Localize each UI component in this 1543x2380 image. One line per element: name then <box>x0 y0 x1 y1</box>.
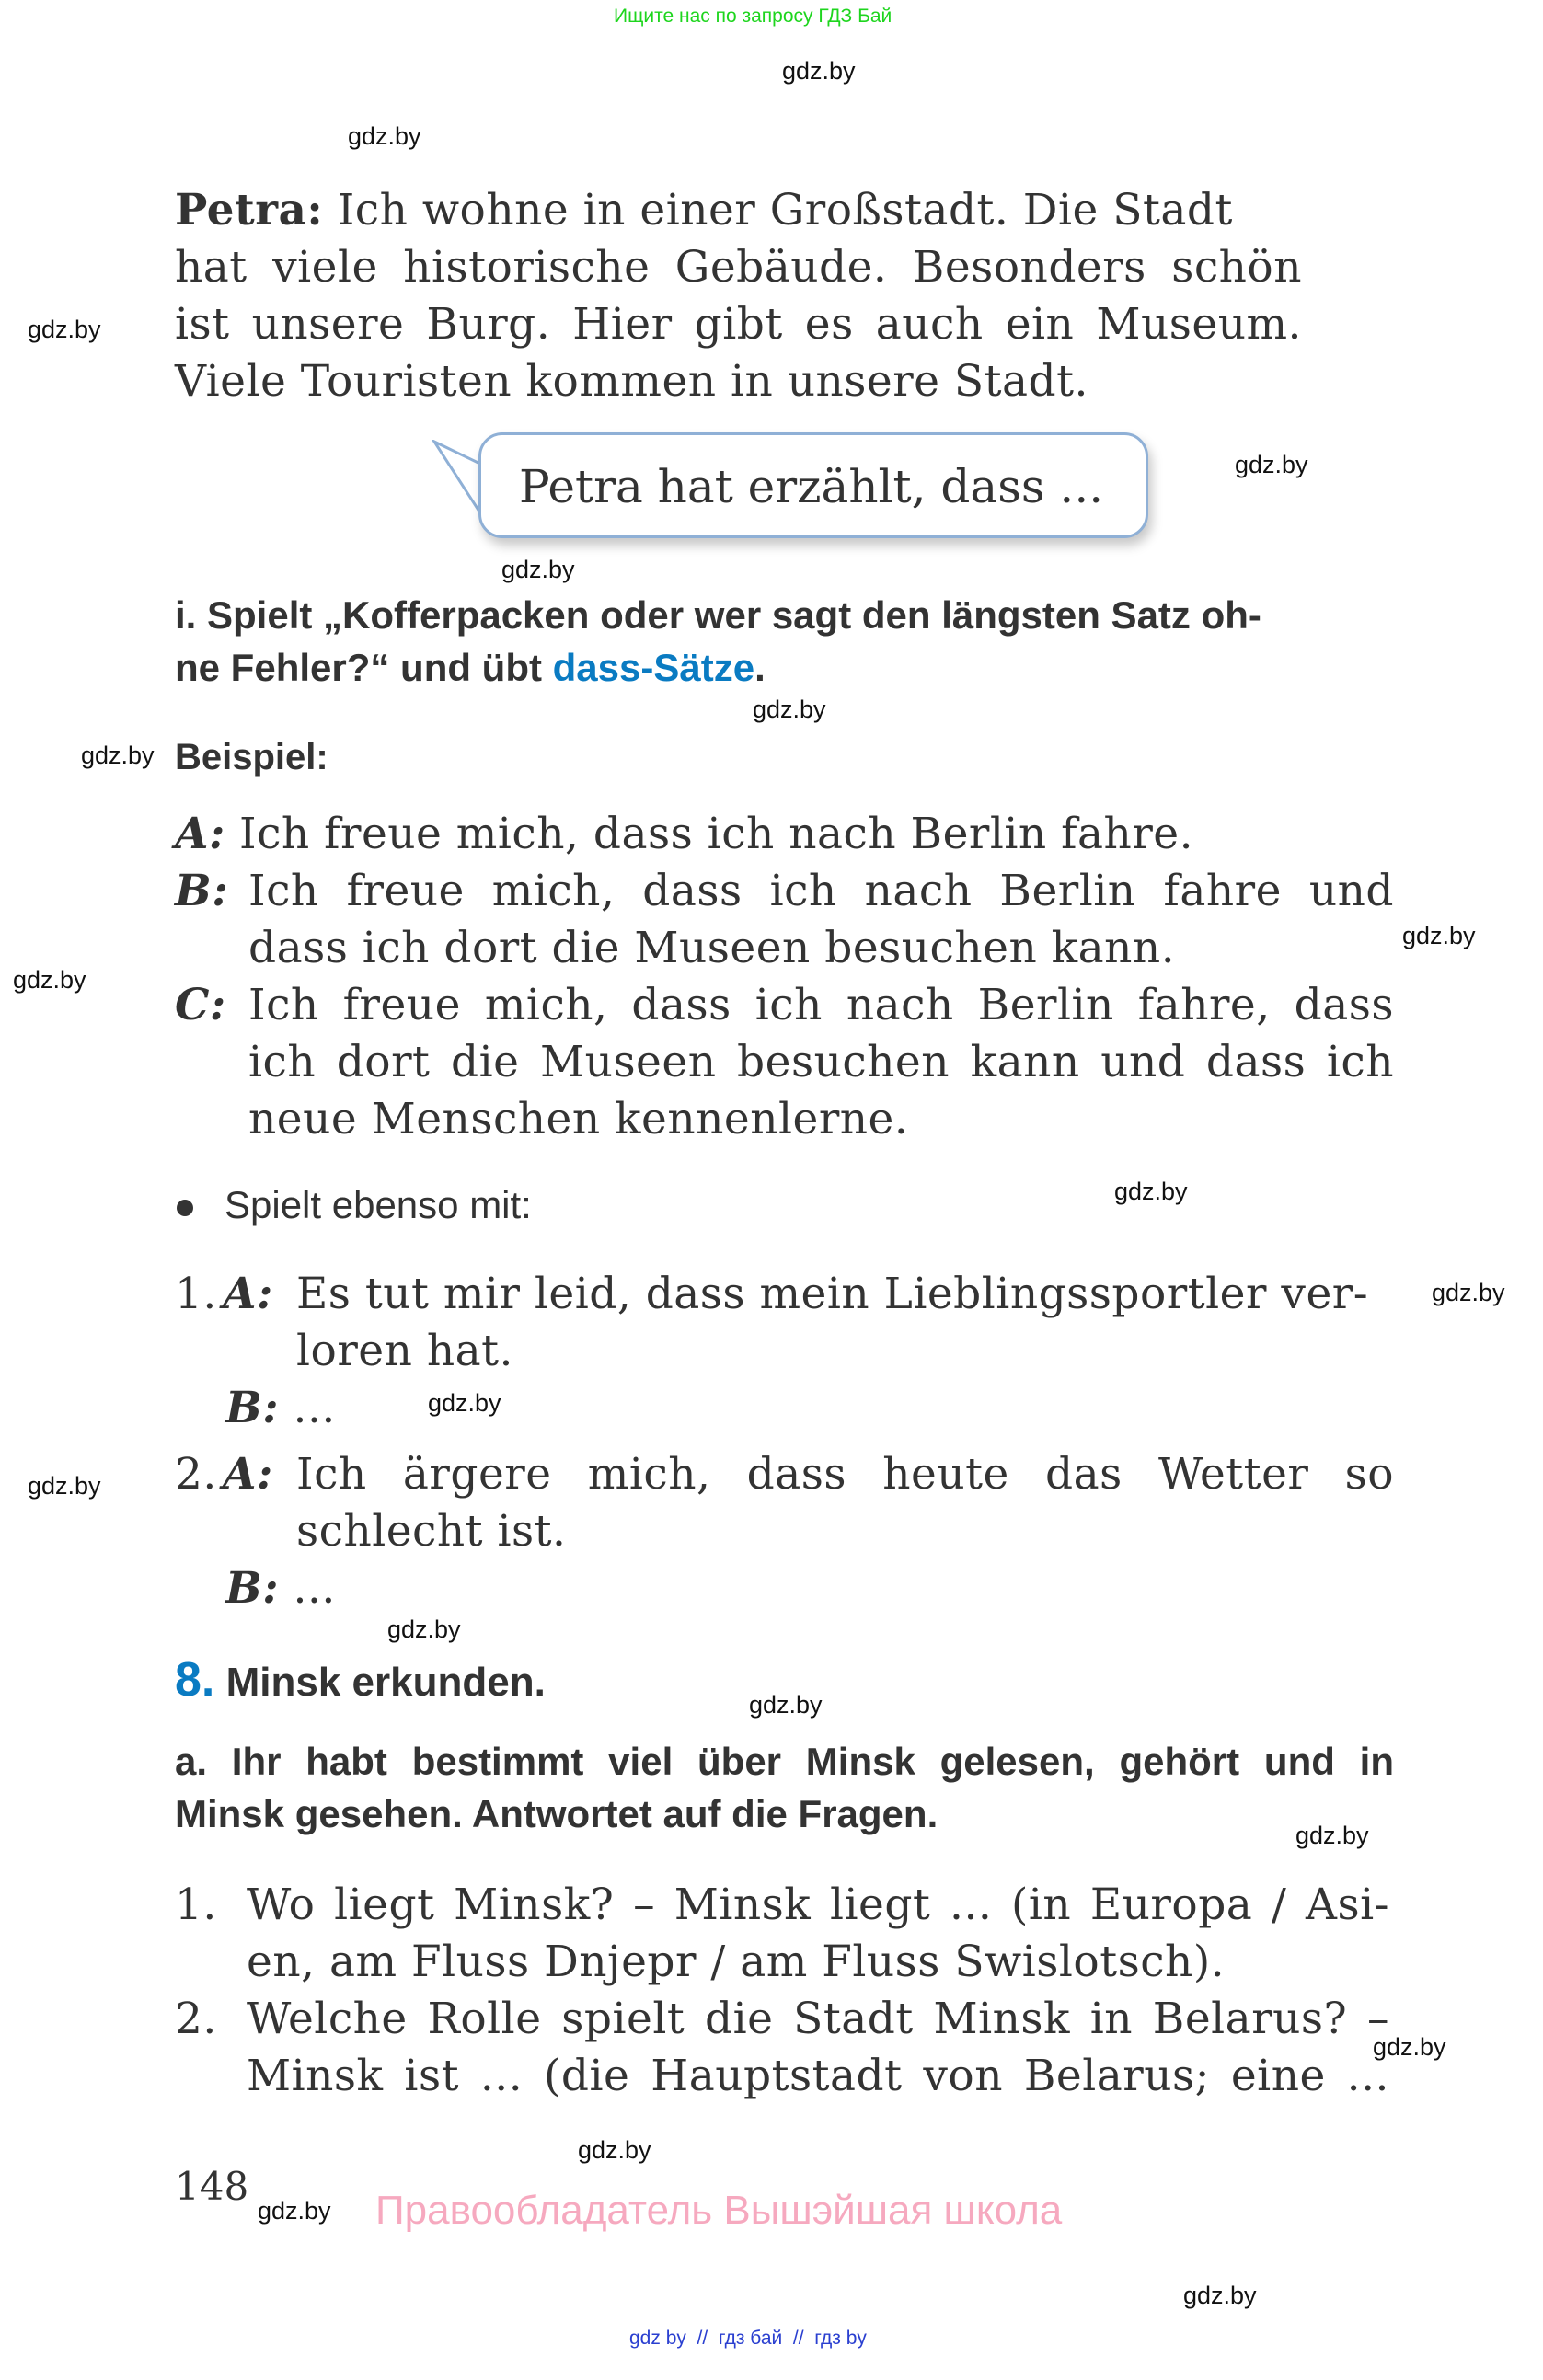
watermark: gdz.by <box>387 1615 461 1643</box>
watermark: gdz.by <box>348 122 421 150</box>
beispiel-label: Beispiel: <box>175 737 328 777</box>
watermark: gdz.by <box>749 1691 823 1719</box>
spielt-ebenso-bullet: Spielt ebenso mit: <box>177 1183 532 1227</box>
watermark: gdz.by <box>28 316 101 343</box>
page-number: 148 <box>175 2164 249 2209</box>
top-search-banner: Ищите нас по запросу ГДЗ Бай <box>614 6 892 27</box>
watermark: gdz.by <box>13 966 86 994</box>
watermark: gdz.by <box>28 1472 101 1500</box>
task-i-line-1: i. Spielt „Kofferpacken oder wer sagt den längsten Satz oh- <box>175 593 1261 637</box>
speaker-c: C: <box>175 980 226 1030</box>
petra-line-3: ist unsere Burg. Hier gibt es auch ein Museum. <box>175 299 1302 350</box>
beispiel-examples <box>175 806 1394 1148</box>
watermark: gdz.by <box>1183 2282 1257 2309</box>
speech-bubble-text: Petra hat erzählt, dass ... <box>519 460 1104 513</box>
example-a: A: Ich freue mich, dass ich nach Berlin fahre. <box>175 806 1394 863</box>
petra-paragraph <box>175 182 1302 410</box>
watermark: gdz.by <box>1402 922 1476 949</box>
petra-line-2: hat viele historische Gebäude. Besonders schön <box>175 242 1302 293</box>
petra-speaker: Petra: <box>175 185 324 236</box>
task-8-questions <box>175 1877 1389 2105</box>
footer-links[interactable]: gdz by // гдз бай // гдз by <box>629 2328 867 2349</box>
question-2: 2. Welche Rolle spielt die Stadt Minsk in Belarus? – Minsk ist ... (die Hauptstadt von Belarus; eine ... <box>175 1994 1389 2101</box>
task-8-number: 8. <box>175 1653 215 1707</box>
watermark: gdz.by <box>1235 451 1308 478</box>
petra-line-4: Viele Touristen kommen in unsere Stadt. <box>175 356 1088 407</box>
copyright-notice: Правообладатель Вышэйшая школа <box>375 2188 1063 2233</box>
example-b: B: Ich freue mich, dass ich nach Berlin fahre und dass ich dort die Museen besuchen kann. <box>175 863 1394 977</box>
task-8a-instruction: a. Ihr habt bestimmt viel über Minsk gelesen, gehört und in Minsk gesehen. Antwortet auf die Fragen. <box>175 1740 1394 1835</box>
watermark: gdz.by <box>753 696 826 723</box>
example-c: C: Ich freue mich, dass ich nach Berlin fahre, dass ich dort die Museen besuchen kann und dass ich neue Menschen kennenlerne. <box>175 977 1394 1148</box>
exercise-number: 1. <box>175 1269 217 1319</box>
watermark: gdz.by <box>578 2136 651 2164</box>
task-8-heading <box>175 1652 546 1707</box>
exercise-number: 2. <box>175 1449 217 1500</box>
bullet-icon <box>177 1200 193 1216</box>
watermark: gdz.by <box>782 57 856 85</box>
watermark: gdz.by <box>1295 1822 1369 1849</box>
task-8-title: Minsk erkunden. <box>225 1660 546 1705</box>
watermark: gdz.by <box>81 742 155 769</box>
exercise-2: 2. A: Ich ärgere mich, dass heute das Wetter so schlecht ist. B: ... <box>175 1446 1394 1617</box>
watermark: gdz.by <box>258 2197 331 2225</box>
speaker-a: A: <box>175 809 225 859</box>
question-1: 1. Wo liegt Minsk? – Minsk liegt ... (in Europa / Asi- en, am Fluss Dnjepr / am Fluss Swislotsch). <box>175 1880 1389 1987</box>
task-i-line-2: ne Fehler?“ und übt dass-Sätze. <box>175 646 766 689</box>
watermark: gdz.by <box>428 1389 501 1417</box>
petra-line-1: Petra: Ich wohne in einer Großstadt. Die Stadt <box>175 185 1233 236</box>
exercise-1: 1. A: Es tut mir leid, dass mein Lieblingssportler ver- loren hat. B: ... <box>175 1266 1389 1437</box>
watermark: gdz.by <box>501 556 575 583</box>
speaker-b: B: <box>175 866 229 916</box>
dass-saetze-highlight: dass-Sätze <box>552 646 755 689</box>
watermark: gdz.by <box>1373 2033 1446 2061</box>
watermark: gdz.by <box>1114 1178 1188 1205</box>
watermark: gdz.by <box>1432 1279 1505 1306</box>
task-i-instruction <box>175 589 1389 694</box>
